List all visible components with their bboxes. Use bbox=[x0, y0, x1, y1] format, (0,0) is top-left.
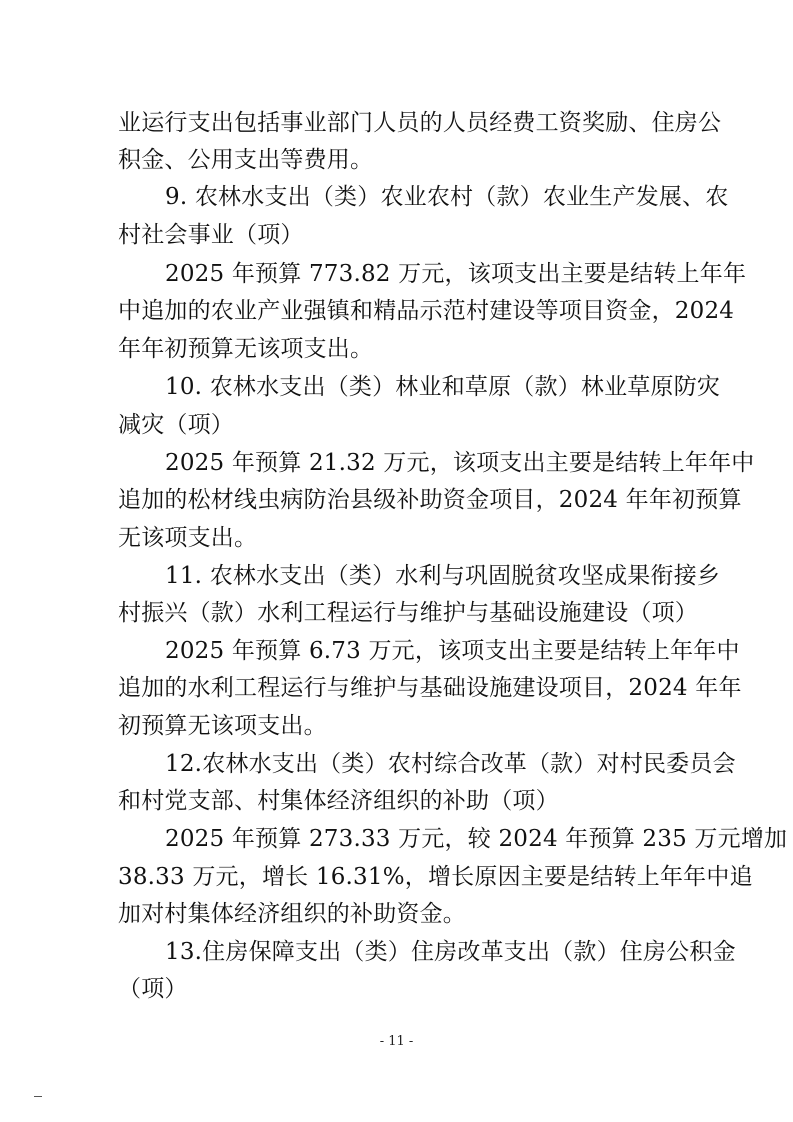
text-line: 追加的松材线虫病防治县级补助资金项目，2024 年年初预算 bbox=[118, 487, 742, 513]
text-line: 2025 年预算 273.33 万元，较 2024 年预算 235 万元增加 bbox=[165, 826, 788, 852]
text-line: （项） bbox=[118, 976, 188, 1002]
text-line: 13.住房保障支出（类）住房改革支出（款）住房公积金 bbox=[165, 939, 736, 965]
text-line: 38.33 万元，增长 16.31%，增长原因主要是结转上年年中追 bbox=[118, 864, 753, 890]
text-line: 加对村集体经济组织的补助资金。 bbox=[118, 901, 466, 927]
text-line: 2025 年预算 21.32 万元，该项支出主要是结转上年年中 bbox=[165, 450, 755, 476]
text-line: 追加的水利工程运行与维护与基础设施建设项目，2024 年年 bbox=[118, 675, 742, 701]
text-line: 9. 农林水支出（类）农业农村（款）农业生产发展、农 bbox=[165, 184, 729, 210]
scan-mark bbox=[34, 1096, 42, 1097]
page-number: - 11 - bbox=[379, 1034, 414, 1049]
text-line: 年年初预算无该项支出。 bbox=[118, 336, 374, 362]
text-line: 11. 农林水支出（类）水利与巩固脱贫攻坚成果衔接乡 bbox=[165, 563, 721, 589]
text-line: 业运行支出包括事业部门人员的人员经费工资奖励、住房公 bbox=[118, 110, 722, 136]
text-line: 村社会事业（项） bbox=[118, 222, 304, 248]
text-line: 和村党支部、村集体经济组织的补助（项） bbox=[118, 788, 559, 814]
text-line: 村振兴（款）水利工程运行与维护与基础设施建设（项） bbox=[118, 600, 698, 626]
text-line: 减灾（项） bbox=[118, 412, 234, 438]
text-line: 初预算无该项支出。 bbox=[118, 713, 327, 739]
text-line: 积金、公用支出等费用。 bbox=[118, 147, 374, 173]
text-line: 10. 农林水支出（类）林业和草原（款）林业草原防灾 bbox=[165, 374, 721, 400]
text-line: 2025 年预算 773.82 万元，该项支出主要是结转上年年 bbox=[165, 261, 747, 287]
text-line: 12.农林水支出（类）农村综合改革（款）对村民委员会 bbox=[165, 751, 736, 777]
text-line: 无该项支出。 bbox=[118, 525, 258, 551]
text-line: 2025 年预算 6.73 万元，该项支出主要是结转上年年中 bbox=[165, 638, 740, 664]
text-line: 中追加的农业产业强镇和精品示范村建设等项目资金，2024 bbox=[118, 298, 735, 324]
